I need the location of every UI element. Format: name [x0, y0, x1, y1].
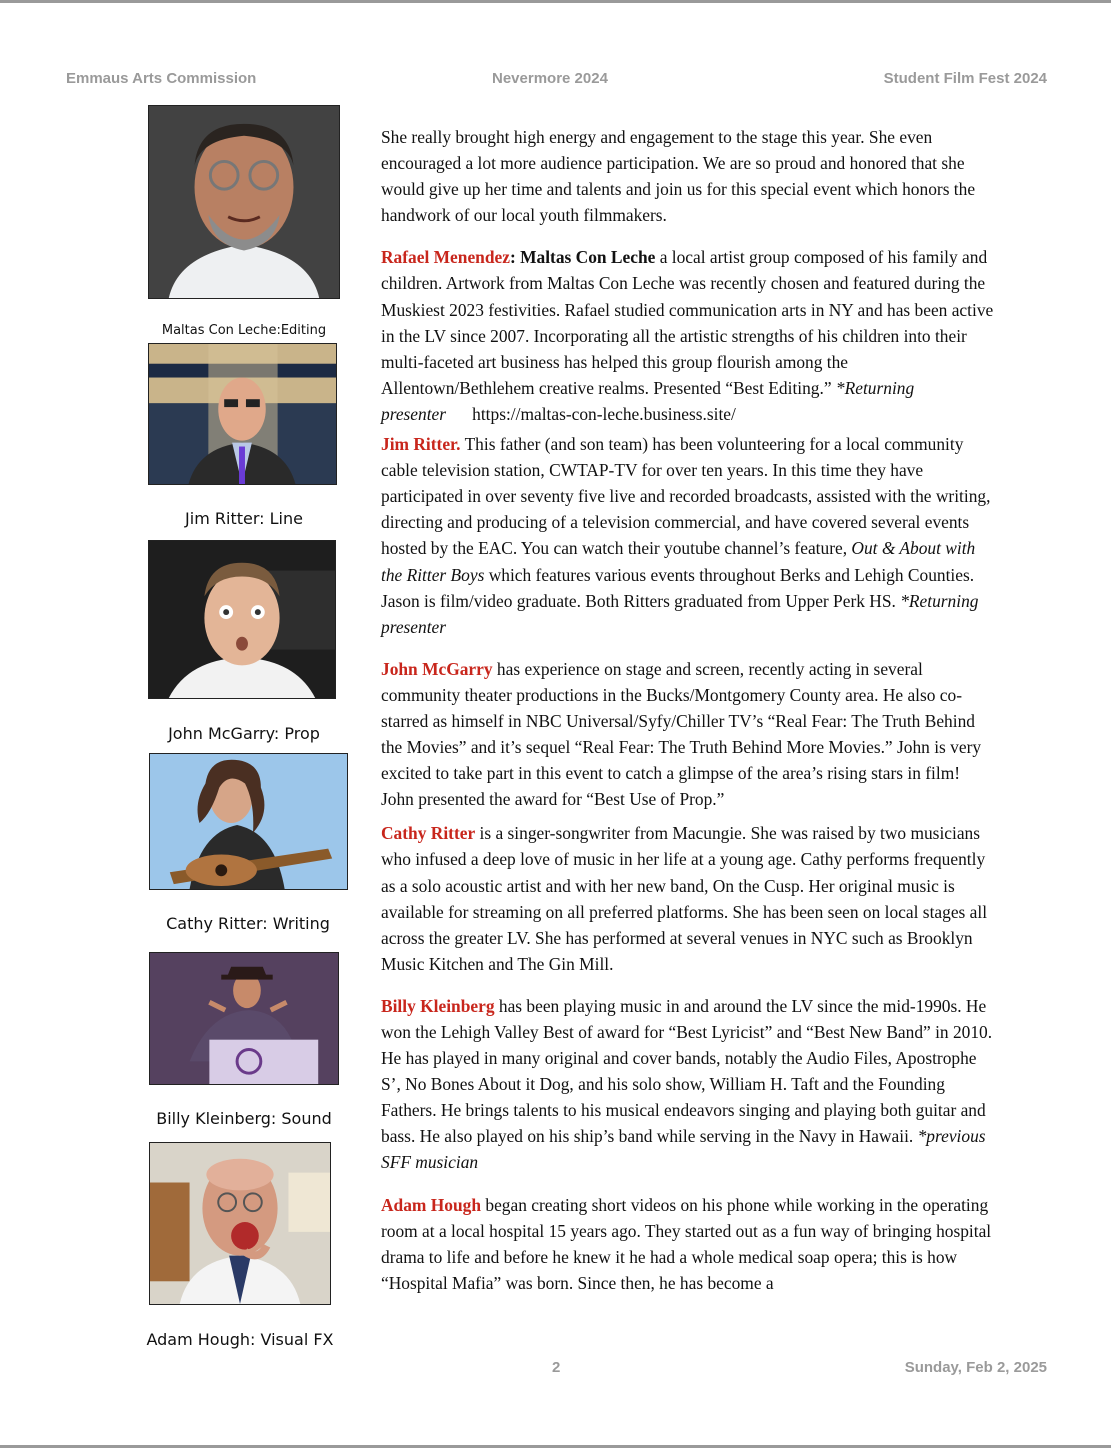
kleinberg-photo [149, 952, 339, 1085]
mcgarry-photo [148, 540, 336, 699]
cathy-ritter-paragraph: Cathy Ritter is a singer-songwriter from Macungie. She was raised by two musicians who infused a deep love of music in her life at a young age. Cathy performs frequently as a solo acoustic artist and with her new band, On the Cusp. Her original music is available for streaming on all preferred platforms. She has been seen on local stages all across the greater LV. She has performed at several venues in NYC such as Brooklyn Music Kitchen and The Gin Mill. [381, 823, 988, 974]
menendez-group: Maltas Con Leche [520, 247, 656, 268]
caption-hough: Adam Hough: Visual FX [146, 1330, 334, 1349]
page-number: 2 [552, 1359, 561, 1376]
kleinberg-paragraph: Billy Kleinberg has been playing music in and around the LV since the mid-1990s. He won the Lehigh Valley Best of award for “Best Lyricist” and “Best New Band” in 2010. He has played in many original and cover bands, notably the Audio Files, Apostrophe S’, No Bones About it Dog, and his solo show, William H. Taft and the Founding Fathers. He brings talents to his musical endeavors singing and playing both guitar and bass. He also played on his ship’s band while serving in the Navy in Hawaii. *previous SFF musician [381, 995, 993, 1173]
menendez-name: Rafael Menendez [381, 247, 510, 268]
previous-musician-note: *previous SFF musician [381, 1126, 986, 1173]
article-body [381, 124, 997, 1296]
menendez-photo [148, 105, 340, 299]
caption-menendez: Maltas Con Leche:Editing [161, 323, 327, 338]
caption-cathy-ritter: Cathy Ritter: Writing [166, 914, 330, 933]
header-organization: Emmaus Arts Commission [66, 70, 257, 87]
footer-date: Sunday, Feb 2, 2025 [904, 1359, 1047, 1376]
hough-photo [149, 1142, 331, 1305]
cathy-ritter-photo [149, 753, 348, 890]
hough-name: Adam Hough [381, 1194, 482, 1215]
show-title: Out & About with the Ritter Boys [381, 538, 976, 585]
top-border [0, 0, 1111, 3]
kleinberg-name: Billy Kleinberg [381, 995, 495, 1016]
caption-mcgarry: John McGarry: Prop [168, 724, 320, 743]
jim-ritter-photo [148, 343, 337, 485]
cathy-ritter-name: Cathy Ritter [381, 823, 476, 844]
jim-ritter-paragraph: Jim Ritter. This father (and son team) has been volunteering for a local community cable television station, CWTAP-TV for over ten years. In this time they have participated in over seventy five live and recorded broadcasts, assisted with the writing, directing and producing of a television commercial, and have covered several events hosted by the EAC. You can watch their youtube channel’s feature, Out & About with the Ritter Boys which features various events throughout Berks and Lehigh Counties. Jason is film/video graduate. Both Ritters graduated from Upper Perk HS. *Returning presenter [381, 434, 991, 637]
mcgarry-name: John McGarry [381, 658, 493, 679]
returning-presenter-note: *Returning presenter [381, 377, 915, 424]
caption-kleinberg: Billy Kleinberg: Sound [156, 1109, 332, 1128]
caption-jim-ritter: Jim Ritter: Line [185, 509, 303, 528]
intro-paragraph: She really brought high energy and engagement to the stage this year. She even encouraged a lot more audience participation. We are so proud and honored that she would give up her time and talents and join us for this special event which honors the handwork of our local youth filmmakers. [381, 127, 976, 226]
header-festival: Student Film Fest 2024 [883, 70, 1047, 87]
menendez-url[interactable]: https://maltas-con-leche.business.site/ [472, 403, 736, 424]
returning-presenter-note: *Returning presenter [381, 590, 979, 637]
mcgarry-paragraph: John McGarry has experience on stage and screen, recently acting in several community theater productions in the Bucks/Montgomery County area. He also co-starred as himself in NBC Universal/Syfy/Chiller TV’s “Real Fear: The Truth Behind the Movies” and it’s sequel “Real Fear: The Truth Behind More Movies.” John is very excited to take part in this event to catch a glimpse of the area’s rising stars in film! John presented the award for “Best Use of Prop.” [381, 658, 982, 810]
jim-ritter-name: Jim Ritter. [381, 434, 461, 455]
menendez-paragraph: Rafael Menendez: Maltas Con Leche a local artist group composed of his family and children. Artwork from Maltas Con Leche was recently chosen and featured during the Muskiest 2023 festivities. Rafael studied communication arts in NY and has been active in the LV since 2007. Incorporating all the artistic strengths of his children into their multi-faceted art business has helped this group flourish among the Allentown/Bethlehem creative realms. Presented “Best Editing.” *Returning presenter https://maltas-con-leche.business.site/ [381, 247, 994, 424]
header-event: Nevermore 2024 [492, 70, 608, 87]
hough-paragraph: Adam Hough began creating short videos on his phone while working in the operating room at a local hospital 15 years ago. They started out as a fun way of bringing hospital drama to life and before he knew it he had a whole medical soap opera; this is how “Hospital Mafia” was born. Since then, he has become a [381, 1194, 992, 1293]
